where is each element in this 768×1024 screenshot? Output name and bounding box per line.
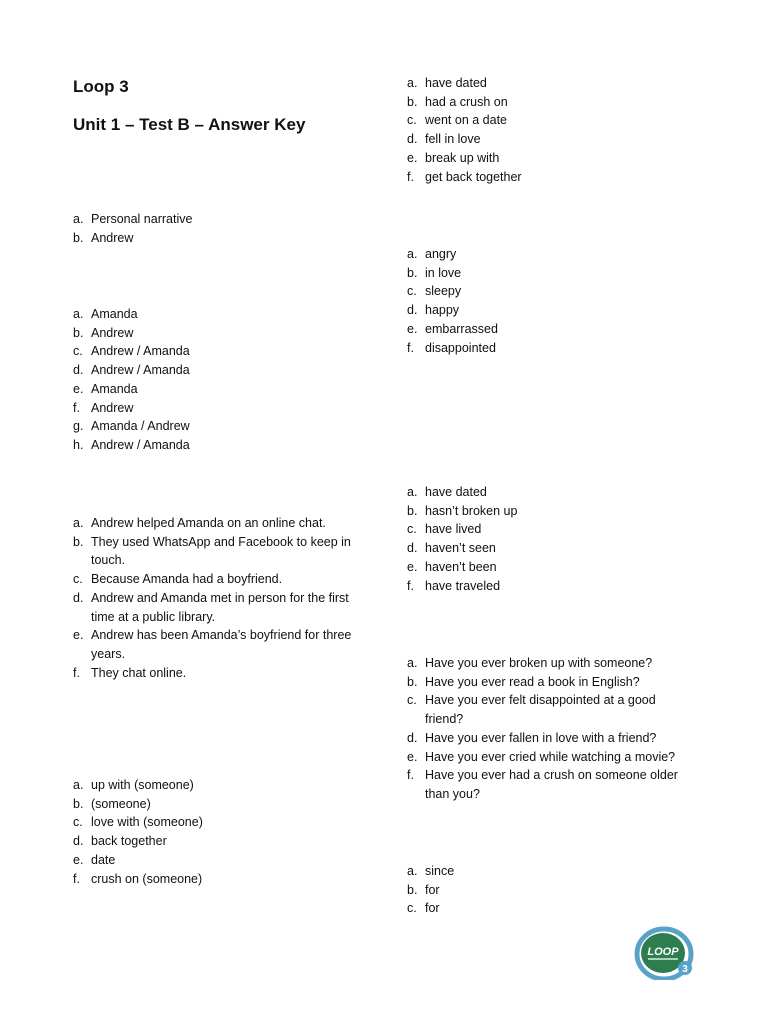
answer-text: sleepy [425, 284, 462, 299]
answer-letter: d. [407, 303, 418, 318]
logo-word: LOOP [647, 946, 679, 958]
answer-letter: f. [73, 400, 80, 415]
answer-list-6 [407, 245, 707, 357]
answer-letter: a. [73, 778, 84, 792]
answer-item [73, 664, 363, 683]
answer-item [407, 264, 707, 283]
answer-text: date [91, 852, 116, 867]
answer-item [407, 93, 707, 112]
answer-list-3 [73, 514, 363, 682]
answer-list-7 [407, 483, 707, 595]
answer-text: Andrew [91, 230, 134, 245]
answer-letter: f. [73, 871, 80, 886]
answer-letter: d. [407, 132, 418, 147]
answer-letter: a. [407, 656, 418, 670]
answer-item [407, 539, 707, 558]
answer-item [407, 748, 682, 767]
answer-letter: e. [73, 852, 84, 867]
answer-text: Andrew / Amanda [91, 344, 190, 359]
answer-letter: a. [407, 485, 418, 499]
answer-letter: d. [73, 363, 84, 378]
answer-text: Andrew [91, 400, 134, 415]
answer-list-5 [407, 74, 707, 186]
answer-item [73, 589, 363, 626]
answer-text: disappointed [425, 340, 496, 355]
answer-text: went on a date [425, 113, 508, 128]
answer-item [407, 74, 707, 93]
answer-list-1 [73, 210, 363, 247]
answer-item [73, 324, 363, 343]
answer-letter: b. [407, 94, 418, 109]
answer-letter: f. [73, 665, 80, 680]
answer-text: Amanda [91, 381, 138, 396]
answer-text: break up with [425, 150, 500, 165]
answer-letter: d. [73, 834, 84, 849]
answer-item [73, 851, 363, 870]
answer-letter: b. [407, 503, 418, 518]
answer-text: They used WhatsApp and Facebook to keep in touch. [91, 534, 351, 568]
answer-item [73, 342, 363, 361]
page-title: Loop 3 [73, 77, 129, 96]
answer-letter: b. [407, 265, 418, 280]
answer-list-2 [73, 305, 363, 455]
answer-item [407, 673, 682, 692]
answer-text: crush on (someone) [91, 871, 203, 886]
answer-letter: f. [407, 578, 414, 593]
answer-item [407, 520, 707, 539]
answer-text: happy [425, 303, 460, 318]
answer-item [73, 210, 363, 229]
answer-letter: c. [407, 522, 417, 537]
answer-letter: e. [407, 559, 418, 574]
answer-item [73, 417, 363, 436]
answer-item [407, 282, 707, 301]
answer-text: haven’t been [425, 559, 497, 574]
answer-item [73, 361, 363, 380]
answer-text: back together [91, 834, 167, 849]
answer-text: Have you ever fallen in love with a friend? [425, 730, 657, 745]
answer-text: Andrew has been Amanda’s boyfriend for three years. [91, 628, 352, 661]
answer-text: Have you ever had a crush on someone older than you? [425, 768, 678, 801]
answer-text: Because Amanda had a boyfriend. [91, 572, 283, 587]
answer-text: hasn’t broken up [425, 503, 518, 518]
answer-text: have dated [425, 76, 487, 90]
answer-letter: d. [407, 730, 418, 745]
answer-letter: a. [407, 864, 418, 878]
answer-item [407, 558, 707, 577]
answer-letter: b. [73, 534, 84, 549]
answer-item [73, 776, 363, 795]
answer-item [73, 870, 363, 889]
answer-item [407, 339, 707, 358]
answer-item [407, 245, 707, 264]
answer-letter: c. [73, 815, 83, 830]
answer-text: fell in love [425, 132, 481, 147]
answer-text: Amanda / Andrew [91, 419, 190, 434]
answer-item [407, 168, 707, 187]
answer-item [73, 514, 363, 533]
answer-letter: d. [73, 590, 84, 605]
answer-text: Have you ever read a book in English? [425, 674, 640, 689]
answer-letter: b. [407, 674, 418, 689]
answer-letter: h. [73, 437, 84, 452]
answer-item [407, 301, 707, 320]
answer-text: Amanda [91, 307, 138, 321]
answer-letter: e. [407, 150, 418, 165]
answer-item [407, 899, 707, 918]
answer-item [407, 766, 682, 803]
answer-letter: b. [73, 230, 84, 245]
answer-letter: c. [73, 572, 83, 587]
answer-text: since [425, 864, 455, 878]
answer-text: angry [425, 247, 457, 261]
answer-letter: e. [73, 381, 84, 396]
answer-item [407, 502, 707, 521]
answer-item [73, 305, 363, 324]
answer-item [73, 533, 363, 570]
logo-tagline-bar [648, 958, 678, 960]
answer-letter: e. [407, 321, 418, 336]
answer-text: get back together [425, 169, 522, 184]
answer-text: Andrew [91, 325, 134, 340]
answer-item [73, 626, 363, 663]
answer-letter: b. [73, 796, 84, 811]
answer-item [407, 862, 707, 881]
answer-letter: f. [407, 768, 414, 783]
answer-text: for [425, 882, 440, 897]
answer-letter: c. [73, 344, 83, 359]
answer-letter: e. [407, 749, 418, 764]
answer-item [407, 654, 682, 673]
answer-item [407, 130, 707, 149]
answer-item [407, 320, 707, 339]
answer-letter: f. [407, 340, 414, 355]
answer-item [73, 229, 363, 248]
answer-letter: g. [73, 419, 84, 434]
answer-item [407, 729, 682, 748]
answer-text: Andrew / Amanda [91, 363, 190, 378]
answer-item [407, 149, 707, 168]
answer-letter: a. [73, 307, 84, 321]
answer-item [73, 380, 363, 399]
answer-list-4 [73, 776, 363, 888]
answer-text: Personal narrative [91, 212, 193, 226]
page-subtitle: Unit 1 – Test B – Answer Key [73, 115, 306, 134]
answer-item [73, 832, 363, 851]
answer-letter: c. [407, 284, 417, 299]
answer-letter: b. [407, 882, 418, 897]
answer-text: love with (someone) [91, 815, 203, 830]
answer-letter: b. [73, 325, 84, 340]
answer-letter: e. [73, 628, 84, 643]
answer-letter: d. [407, 541, 418, 556]
answer-item [73, 399, 363, 418]
answer-letter: a. [407, 76, 418, 90]
answer-letter: c. [407, 113, 417, 128]
answer-text: Andrew helped Amanda on an online chat. [91, 516, 326, 530]
answer-letter: f. [407, 169, 414, 184]
answer-list-8 [407, 654, 682, 804]
answer-item [73, 570, 363, 589]
answer-item [407, 483, 707, 502]
answer-letter: a. [73, 516, 84, 530]
answer-text: haven’t seen [425, 541, 496, 556]
answer-item [73, 813, 363, 832]
answer-text: up with (someone) [91, 778, 194, 792]
loop-logo [634, 924, 698, 980]
answer-text: for [425, 901, 440, 916]
answer-text: They chat online. [91, 665, 187, 680]
answer-text: Have you ever felt disappointed at a good friend? [425, 693, 656, 727]
answer-letter: a. [407, 247, 418, 261]
answer-text: have dated [425, 485, 487, 499]
answer-item [407, 111, 707, 130]
answer-letter: a. [73, 212, 84, 226]
answer-text: had a crush on [425, 94, 508, 109]
answer-item [73, 795, 363, 814]
answer-text: in love [425, 265, 462, 280]
answer-item [407, 577, 707, 596]
answer-text: embarrassed [425, 321, 498, 336]
answer-letter: c. [407, 693, 417, 708]
answer-letter: c. [407, 901, 417, 916]
answer-text: (someone) [91, 796, 151, 811]
logo-badge-number: 3 [682, 964, 688, 975]
answer-list-9 [407, 862, 707, 918]
answer-item [407, 881, 707, 900]
answer-item [73, 436, 363, 455]
answer-text: Andrew / Amanda [91, 437, 190, 452]
answer-text: Andrew and Amanda met in person for the first time at a public library. [91, 590, 349, 624]
answer-text: Have you ever cried while watching a movie? [425, 749, 676, 764]
answer-text: have lived [425, 522, 482, 537]
answer-item [407, 691, 682, 728]
answer-text: have traveled [425, 578, 501, 593]
answer-text: Have you ever broken up with someone? [425, 656, 653, 670]
